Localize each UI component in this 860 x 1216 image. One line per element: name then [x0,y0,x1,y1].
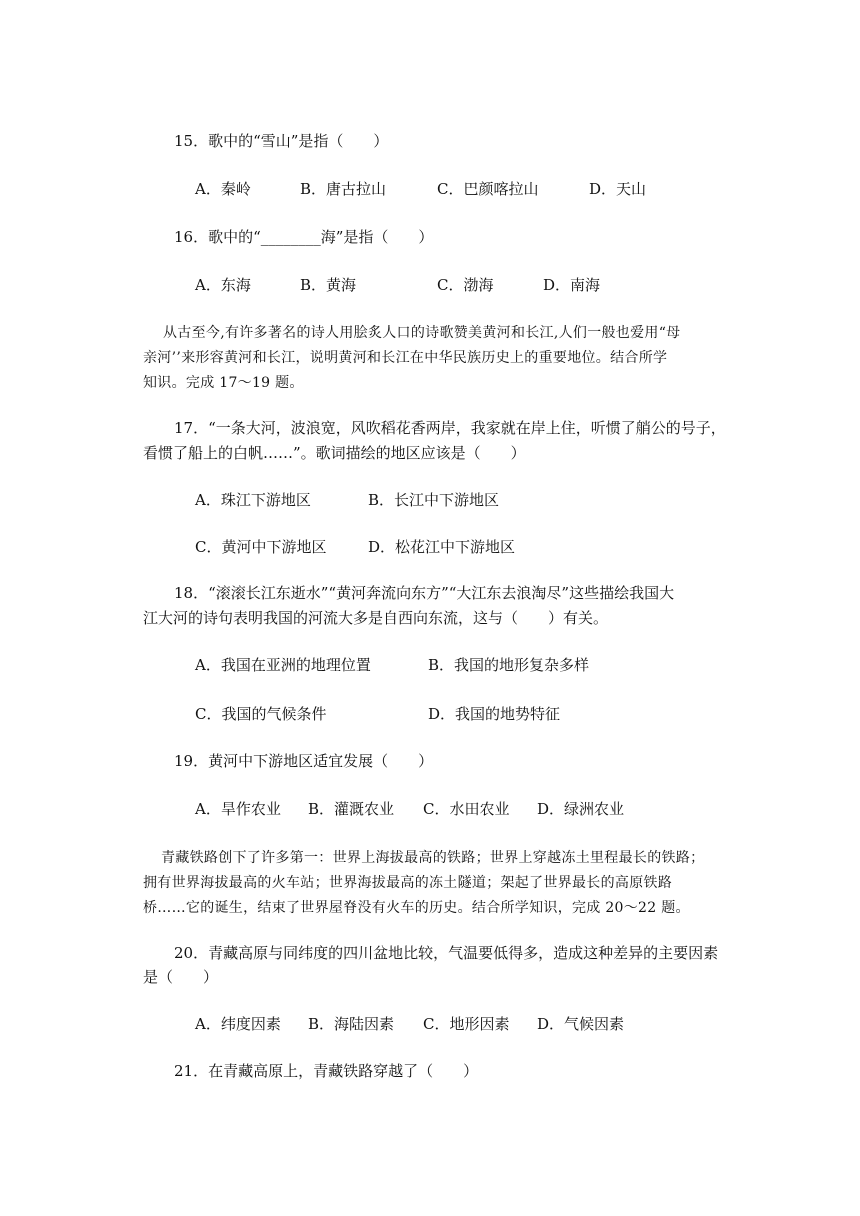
passage-1-line-2: 亲河’’来形容黄河和长江，说明黄河和长江在中华民族历史上的重要地位。结合所学 [143,350,668,366]
option-d: D．气候因素 [537,1015,625,1033]
option-b: B．海陆因素 [308,1015,395,1033]
question-21-stem: 21．在青藏高原上，青藏铁路穿越了（ ） [174,1062,479,1080]
option-a: A．珠江下游地区 [195,491,311,509]
option-b: B．黄海 [300,276,357,294]
option-c: C．水田农业 [423,800,510,818]
option-a: A．旱作农业 [195,800,281,818]
option-b: B．灌溉农业 [308,800,395,818]
question-20-stem-line-2: 是（ ） [143,968,219,986]
option-c: C．渤海 [437,276,494,294]
option-a: A．纬度因素 [195,1015,281,1033]
option-d: D．天山 [589,180,647,198]
question-18-stem-line-2: 江大河的诗句表明我国的河流大多是自西向东流，这与（ ）有关。 [143,609,609,627]
option-a: A．我国在亚洲的地理位置 [195,656,371,674]
question-17-stem-line-1: 17．“一条大河，波浪宽，风吹稻花香两岸，我家就在岸上住，听惯了艄公的号子， [174,419,726,437]
question-16-stem: 16．歌中的“________海”是指（ ） [174,228,434,246]
option-a: A．东海 [195,276,251,294]
option-a: A．秦岭 [195,180,251,198]
passage-2-line-3: 桥……它的诞生，结束了世界屋脊没有火车的历史。结合所学知识，完成 20～22 题。 [143,900,690,916]
option-c: C．黄河中下游地区 [195,538,327,556]
question-15-stem: 15．歌中的“雪山”是指（ ） [174,132,389,150]
option-b: B．唐古拉山 [300,180,387,198]
question-19-stem: 19．黄河中下游地区适宜发展（ ） [174,752,434,770]
option-d: D．松花江中下游地区 [368,538,516,556]
option-c: C．我国的气候条件 [195,705,327,723]
option-c: C．巴颜喀拉山 [437,180,539,198]
question-17-stem-line-2: 看惯了船上的白帆……”。歌词描绘的地区应该是（ ） [143,444,526,462]
passage-1-line-1: 从古至今,有许多著名的诗人用脍炙人口的诗歌赞美黄河和长江,人们一般也爱用“母 [163,325,681,341]
option-b: B．我国的地形复杂多样 [428,656,590,674]
passage-2-line-1: 青藏铁路创下了许多第一：世界上海拔最高的铁路；世界上穿越冻土里程最长的铁路； [161,850,705,866]
option-c: C．地形因素 [423,1015,510,1033]
option-d: D．南海 [543,276,601,294]
passage-2-line-2: 拥有世界海拔最高的火车站；世界海拔最高的冻土隧道；架起了世界最长的高原铁路 [143,875,673,891]
option-b: B．长江中下游地区 [368,491,500,509]
passage-1-line-3: 知识。完成 17～19 题。 [143,375,304,391]
question-20-stem-line-1: 20．青藏高原与同纬度的四川盆地比较，气温要低得多，造成这种差异的主要因素 [174,944,719,962]
question-18-stem-line-1: 18．“滚滚长江东逝水”“黄河奔流向东方”“大江东去浪淘尽”这些描绘我国大 [174,584,675,602]
option-d: D．绿洲农业 [537,800,625,818]
option-d: D．我国的地势特征 [428,705,561,723]
